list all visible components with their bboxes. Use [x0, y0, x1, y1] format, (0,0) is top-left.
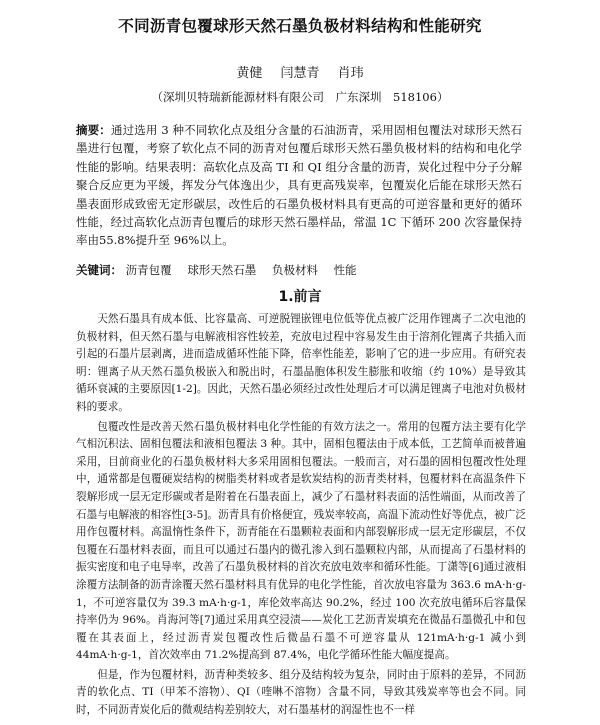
author-name: 闫慧青 — [280, 66, 320, 81]
body-paragraph: 但是，作为包覆材料，沥青种类较多、组分及结构较为复杂，同时由于原料的差异，不同沥青的软化点、TI（甲苯不溶物）、QI（喹啉不溶物）含量不同，导致其残炭率等也会不同。同时，不同沥青炭化后的微观结构差别较大，对石墨基材的润湿性也不一样 — [76, 668, 526, 717]
author-name: 肖玮 — [337, 66, 364, 81]
author-list — [0, 62, 600, 81]
keyword: 负极材料 — [271, 263, 318, 277]
affiliation: （深圳贝特瑞新能源材料有限公司 广东深圳 518106） — [151, 90, 449, 104]
keywords — [76, 261, 522, 279]
body-text — [76, 311, 526, 720]
paper-title: 不同沥青包覆球形天然石墨负极材料结构和性能研究 — [118, 17, 482, 35]
abstract-label: 摘要： — [76, 123, 111, 137]
body-paragraph: 包覆改性是改善天然石墨负极材料电化学性能的有效方法之一。常用的包覆方法主要有化学气相沉积法、固相包覆法和液相包覆法 3 种。其中，固相包覆法由于成本低，工艺简单而被普遍采用，目前商业化的石墨负极材料大多采用固相包覆法。一般而言，对石墨的固相包覆改性处理中，通常都是包覆硬炭结构的树脂类材料或者是软炭结构的沥青类材料，包覆材料在高温条件下裂解形成一层无定形碳或者是附着在石墨表面上，减少了石墨材料表面的活性端面，从而改善了石墨与电解液的相容性[3-5]。沥青具有价格便宜，残炭率较高，高温下流动性好等优点，被广泛用作包覆材料。高温惰性条件下，沥青能在石墨颗粒表面和内部裂解形成一层无定形碳层，不仅包覆在石墨材料表面，而且可以通过石墨内的微孔渗入到石墨颗粒内部，从而提高了石墨材料的振实密度和电子电导率，改善了石墨负极材料的首次充放电效率和循环性能。丁潇等[6]通过液相涂覆方法制备的沥青涂覆天然石墨材料具有优异的电化学性能，首次放电容量为 363.6 mA·h·g-1，不可逆容量仅为 39.3 mA·h·g-1，库伦效率高达 90.2%，经过 100 次充放电循环后容量保持率仍为 96%。肖海河等[7]通过采用真空浸渍——炭化工艺沥青炭填充在微晶石墨微孔中和包覆在其表面上，经过沥青炭包覆改性后微晶石墨不可逆容量从 121mA·h·g-1 减小到 44mA·h·g-1，首次效率由 71.2%提高到 87.4%，电化学循环性能大幅度提高。 — [76, 420, 526, 662]
abstract-text: 通过选用 3 种不同软化点及组分含量的石油沥青，采用固相包覆法对球形天然石墨进行包覆，考察了软化点不同的沥青对包覆后球形天然石墨负极材料的结构和电化学性能的影响。结果表明：高软化点及高 TI 和 QI 组分含量的沥青，炭化过程中分子分解聚合反应更为平缓，挥发分气体逸出少，具有更高残炭率，包覆炭化后能在球形天然石墨表面形成致密无定形碳层，改性后的石墨负极材料具有更高的可逆容量和更好的循环性能，经过高软化点沥青包覆后的球形天然石墨样品，常温 1C 下循环 200 次容量保持率由55.8%提升至 96%以上。 — [76, 123, 523, 248]
section-heading: 1.前言 — [278, 289, 322, 305]
keyword: 沥青包覆 — [125, 263, 172, 277]
keyword: 性能 — [333, 263, 357, 277]
author-name: 黄健 — [236, 66, 263, 81]
keywords-label: 关键词： — [76, 263, 122, 277]
abstract — [76, 121, 522, 250]
keyword: 球形天然石墨 — [187, 263, 257, 277]
body-paragraph: 天然石墨具有成本低、比容量高、可逆脱锂嵌锂电位低等优点被广泛用作锂离子二次电池的负极材料，但天然石墨与电解液相容性较差，充放电过程中容易发生由于溶剂化锂离子共插入而引起的石墨片层剥离，进而造成循环性能下降，倍率性能差，影响了它的进一步应用。有研究表明：锂离子从天然石墨负极嵌入和脱出时，石墨晶胞体积发生膨胀和收缩（约 10%）是导致其循环衰减的主要原因[1-2]。因此，天然石墨必须经过改性处理后才可以满足锂离子电池对负极材料的要求。 — [76, 313, 526, 413]
